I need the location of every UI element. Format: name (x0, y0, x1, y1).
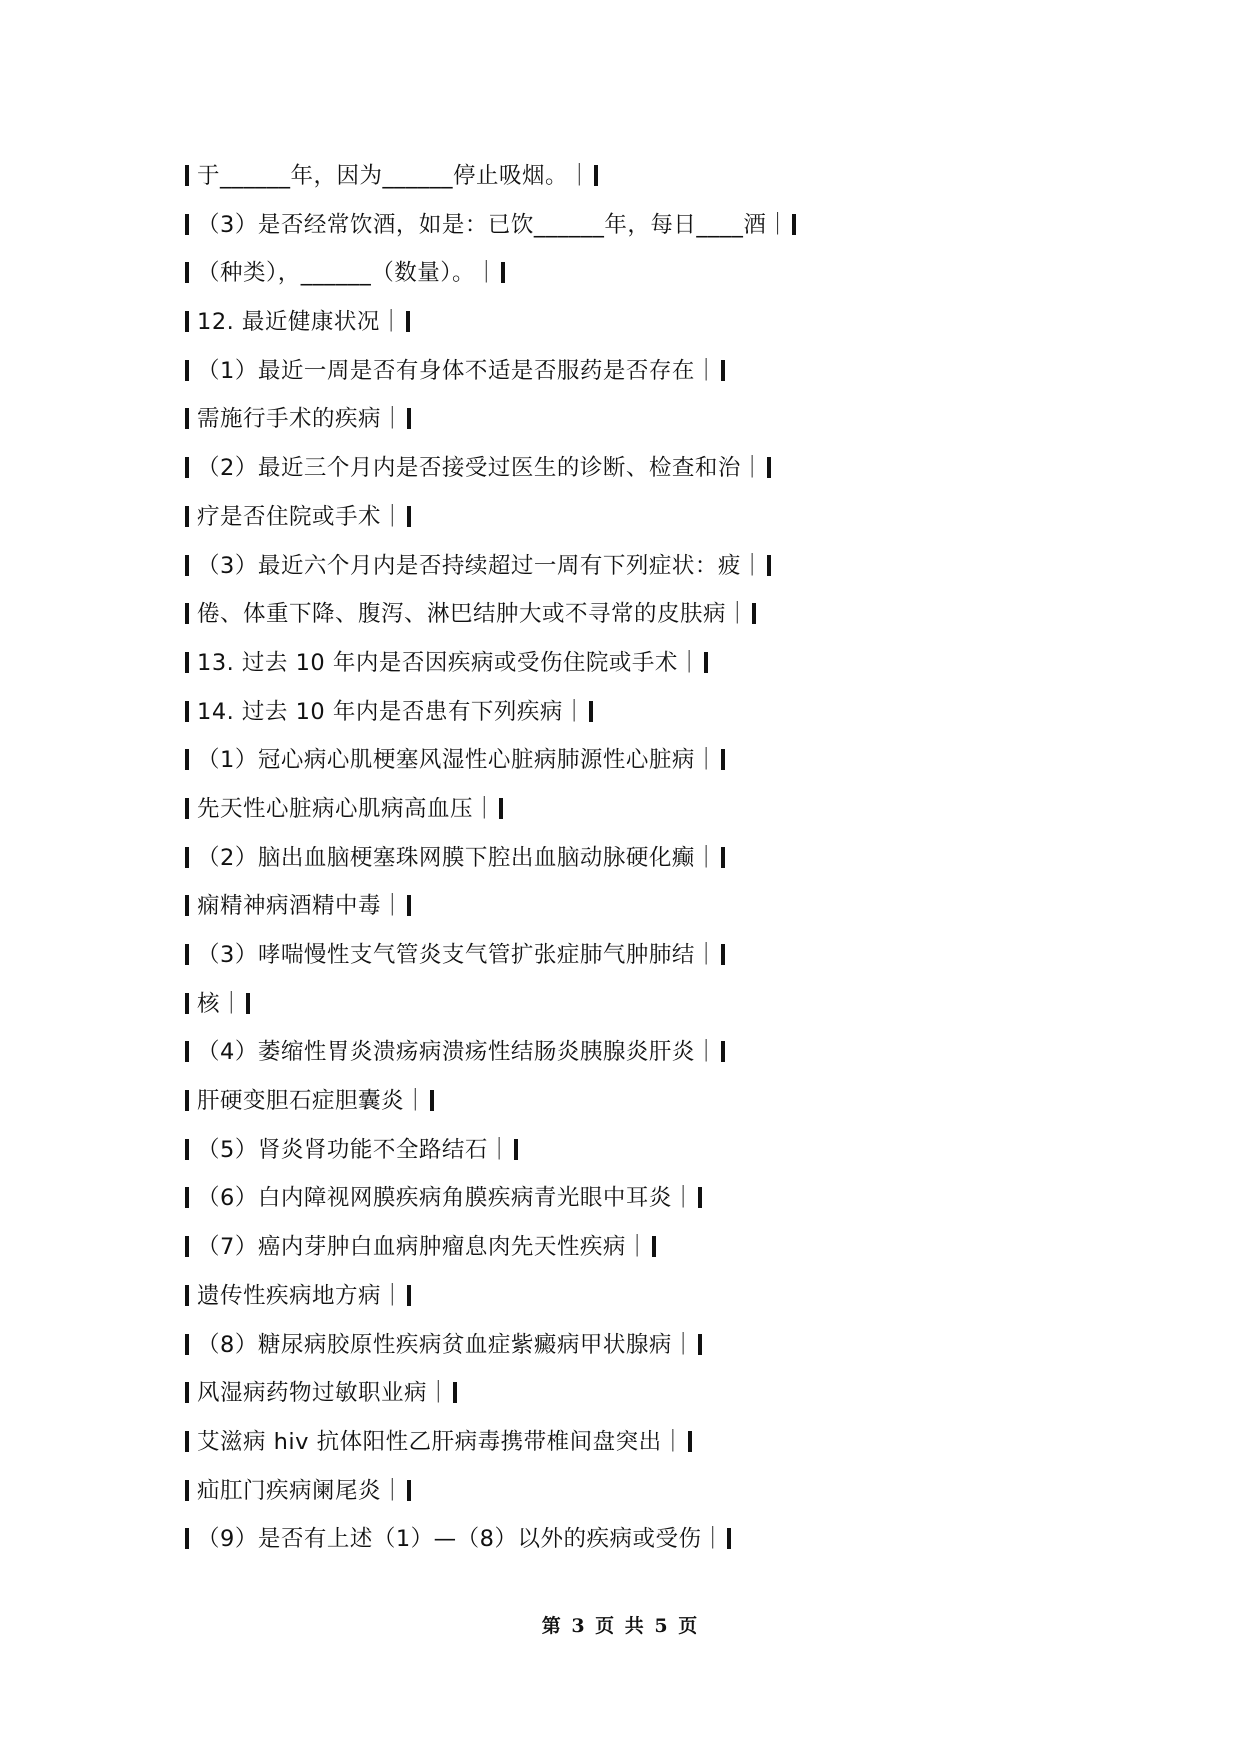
table-border-right (594, 165, 598, 186)
table-border-left (185, 944, 189, 965)
line-text: （7）癌内芽肿白血病肿瘤息肉先天性疾病｜ (197, 1234, 649, 1261)
table-border-right (589, 701, 593, 722)
form-line (185, 1467, 1085, 1516)
line-text: （2）脑出血脑梗塞珠网膜下腔出血脑动脉硬化癫｜ (197, 844, 718, 871)
table-border-right (406, 311, 410, 332)
table-border-left (185, 1236, 189, 1257)
line-text: （3）哮喘慢性支气管炎支气管扩张症肺气肿肺结｜ (197, 942, 718, 968)
form-line (185, 980, 1085, 1029)
form-line (185, 834, 1085, 883)
table-border-right (407, 506, 411, 527)
table-border-left (185, 1334, 189, 1355)
table-border-right (407, 1285, 411, 1306)
line-text: （3）最近六个月内是否持续超过一周有下列症状：疲｜ (197, 552, 764, 579)
form-line (185, 1077, 1085, 1126)
form-line (185, 639, 1085, 688)
form-line (185, 493, 1085, 542)
table-border-right (499, 798, 503, 819)
table-border-left (185, 1090, 189, 1111)
line-text: （4）萎缩性胃炎溃疡病溃疡性结肠炎胰腺炎肝炎｜ (197, 1039, 718, 1066)
table-border-right (721, 360, 725, 381)
line-text: （1）最近一周是否有身体不适是否服药是否存在｜ (197, 357, 718, 384)
table-border-left (185, 457, 189, 478)
line-text: （6）白内障视网膜疾病角膜疾病青光眼中耳炎｜ (197, 1185, 695, 1212)
table-border-left (185, 1480, 189, 1501)
form-line (185, 1223, 1085, 1272)
form-line (185, 395, 1085, 444)
line-text: 核｜ (197, 990, 244, 1017)
form-line (185, 1174, 1085, 1223)
table-border-left (185, 1139, 189, 1160)
form-line (185, 152, 1085, 201)
table-border-right (430, 1090, 434, 1111)
page-number-footer: 第 3 页 共 5 页 (541, 1615, 700, 1637)
table-border-right (688, 1431, 692, 1452)
form-line (185, 1028, 1085, 1077)
line-text: 遗传性疾病地方病｜ (197, 1282, 405, 1309)
table-border-left (185, 311, 189, 332)
table-border-right (792, 214, 796, 235)
form-line (185, 542, 1085, 591)
table-border-right (721, 944, 725, 965)
form-line (185, 688, 1085, 737)
line-text: 14. 过去 10 年内是否患有下列疾病｜ (197, 698, 586, 725)
form-line (185, 785, 1085, 834)
table-border-right (246, 993, 250, 1014)
table-border-right (514, 1139, 518, 1160)
form-line (185, 201, 1085, 250)
table-border-left (185, 993, 189, 1014)
form-line (185, 249, 1085, 298)
form-line (185, 1321, 1085, 1370)
table-border-right (704, 652, 708, 673)
line-text: 疗是否住院或手术｜ (197, 503, 405, 530)
form-lines (185, 152, 1085, 1564)
table-border-left (185, 1187, 189, 1208)
line-text: 先天性心脏病心肌病高血压｜ (197, 795, 497, 822)
table-border-right (453, 1382, 457, 1403)
table-border-right (698, 1334, 702, 1355)
line-text: 13. 过去 10 年内是否因疾病或受伤住院或手术｜ (197, 649, 701, 676)
form-line (185, 931, 1085, 980)
table-border-right (752, 603, 756, 624)
table-border-left (185, 1382, 189, 1403)
table-border-right (501, 262, 505, 283)
form-line (185, 590, 1085, 639)
table-border-left (185, 555, 189, 576)
form-line (185, 444, 1085, 493)
form-line (185, 1369, 1085, 1418)
line-text: （5）肾炎肾功能不全路结石｜ (197, 1136, 511, 1163)
table-border-left (185, 262, 189, 283)
table-border-left (185, 360, 189, 381)
form-line (185, 1418, 1085, 1467)
line-text: 需施行手术的疾病｜ (197, 406, 405, 433)
line-text: （9）是否有上述（1）—（8）以外的疾病或受伤｜ (197, 1526, 725, 1553)
table-border-left (185, 701, 189, 722)
line-text: 12. 最近健康状况｜ (197, 309, 403, 336)
table-border-left (185, 506, 189, 527)
line-text: （2）最近三个月内是否接受过医生的诊断、检查和治｜ (197, 455, 764, 482)
form-line (185, 298, 1085, 347)
table-border-left (185, 798, 189, 819)
table-border-left (185, 408, 189, 429)
line-text: 于______年，因为______停止吸烟。｜ (197, 163, 592, 189)
table-border-right (698, 1187, 702, 1208)
table-border-left (185, 652, 189, 673)
table-border-left (185, 895, 189, 916)
line-text: 倦、体重下降、腹泻、淋巴结肿大或不寻常的皮肤病｜ (197, 601, 750, 628)
table-border-right (721, 749, 725, 770)
table-border-right (407, 408, 411, 429)
line-text: （1）冠心病心肌梗塞风湿性心脏病肺源性心脏病｜ (197, 747, 718, 774)
form-line (185, 736, 1085, 785)
table-border-left (185, 1285, 189, 1306)
table-border-left (185, 847, 189, 868)
table-border-right (721, 1041, 725, 1062)
table-border-left (185, 603, 189, 624)
line-text: （3）是否经常饮酒，如是：已饮______年，每日____酒｜ (197, 211, 790, 238)
table-border-left (185, 749, 189, 770)
table-border-left (185, 165, 189, 186)
line-text: 痫精神病酒精中毒｜ (197, 893, 405, 920)
table-border-left (185, 1041, 189, 1062)
form-line (185, 1126, 1085, 1175)
form-line (185, 882, 1085, 931)
form-line (185, 347, 1085, 396)
table-border-right (767, 457, 771, 478)
table-border-left (185, 214, 189, 235)
table-border-right (652, 1236, 656, 1257)
line-text: （8）糖尿病胶原性疾病贫血症紫癜病甲状腺病｜ (197, 1331, 695, 1358)
form-line (185, 1272, 1085, 1321)
table-border-right (767, 555, 771, 576)
line-text: 疝肛门疾病阑尾炎｜ (197, 1477, 405, 1504)
table-border-right (721, 847, 725, 868)
line-text: 风湿病药物过敏职业病｜ (197, 1380, 451, 1407)
table-border-right (407, 1480, 411, 1501)
line-text: 肝硬变胆石症胆囊炎｜ (197, 1088, 428, 1115)
form-line (185, 1515, 1085, 1564)
line-text: （种类），______（数量）。｜ (197, 260, 499, 287)
table-border-right (727, 1528, 731, 1549)
line-text: 艾滋病 hiv 抗体阳性乙肝病毒携带椎间盘突出｜ (197, 1428, 685, 1455)
table-border-left (185, 1528, 189, 1549)
table-border-left (185, 1431, 189, 1452)
table-border-right (407, 895, 411, 916)
